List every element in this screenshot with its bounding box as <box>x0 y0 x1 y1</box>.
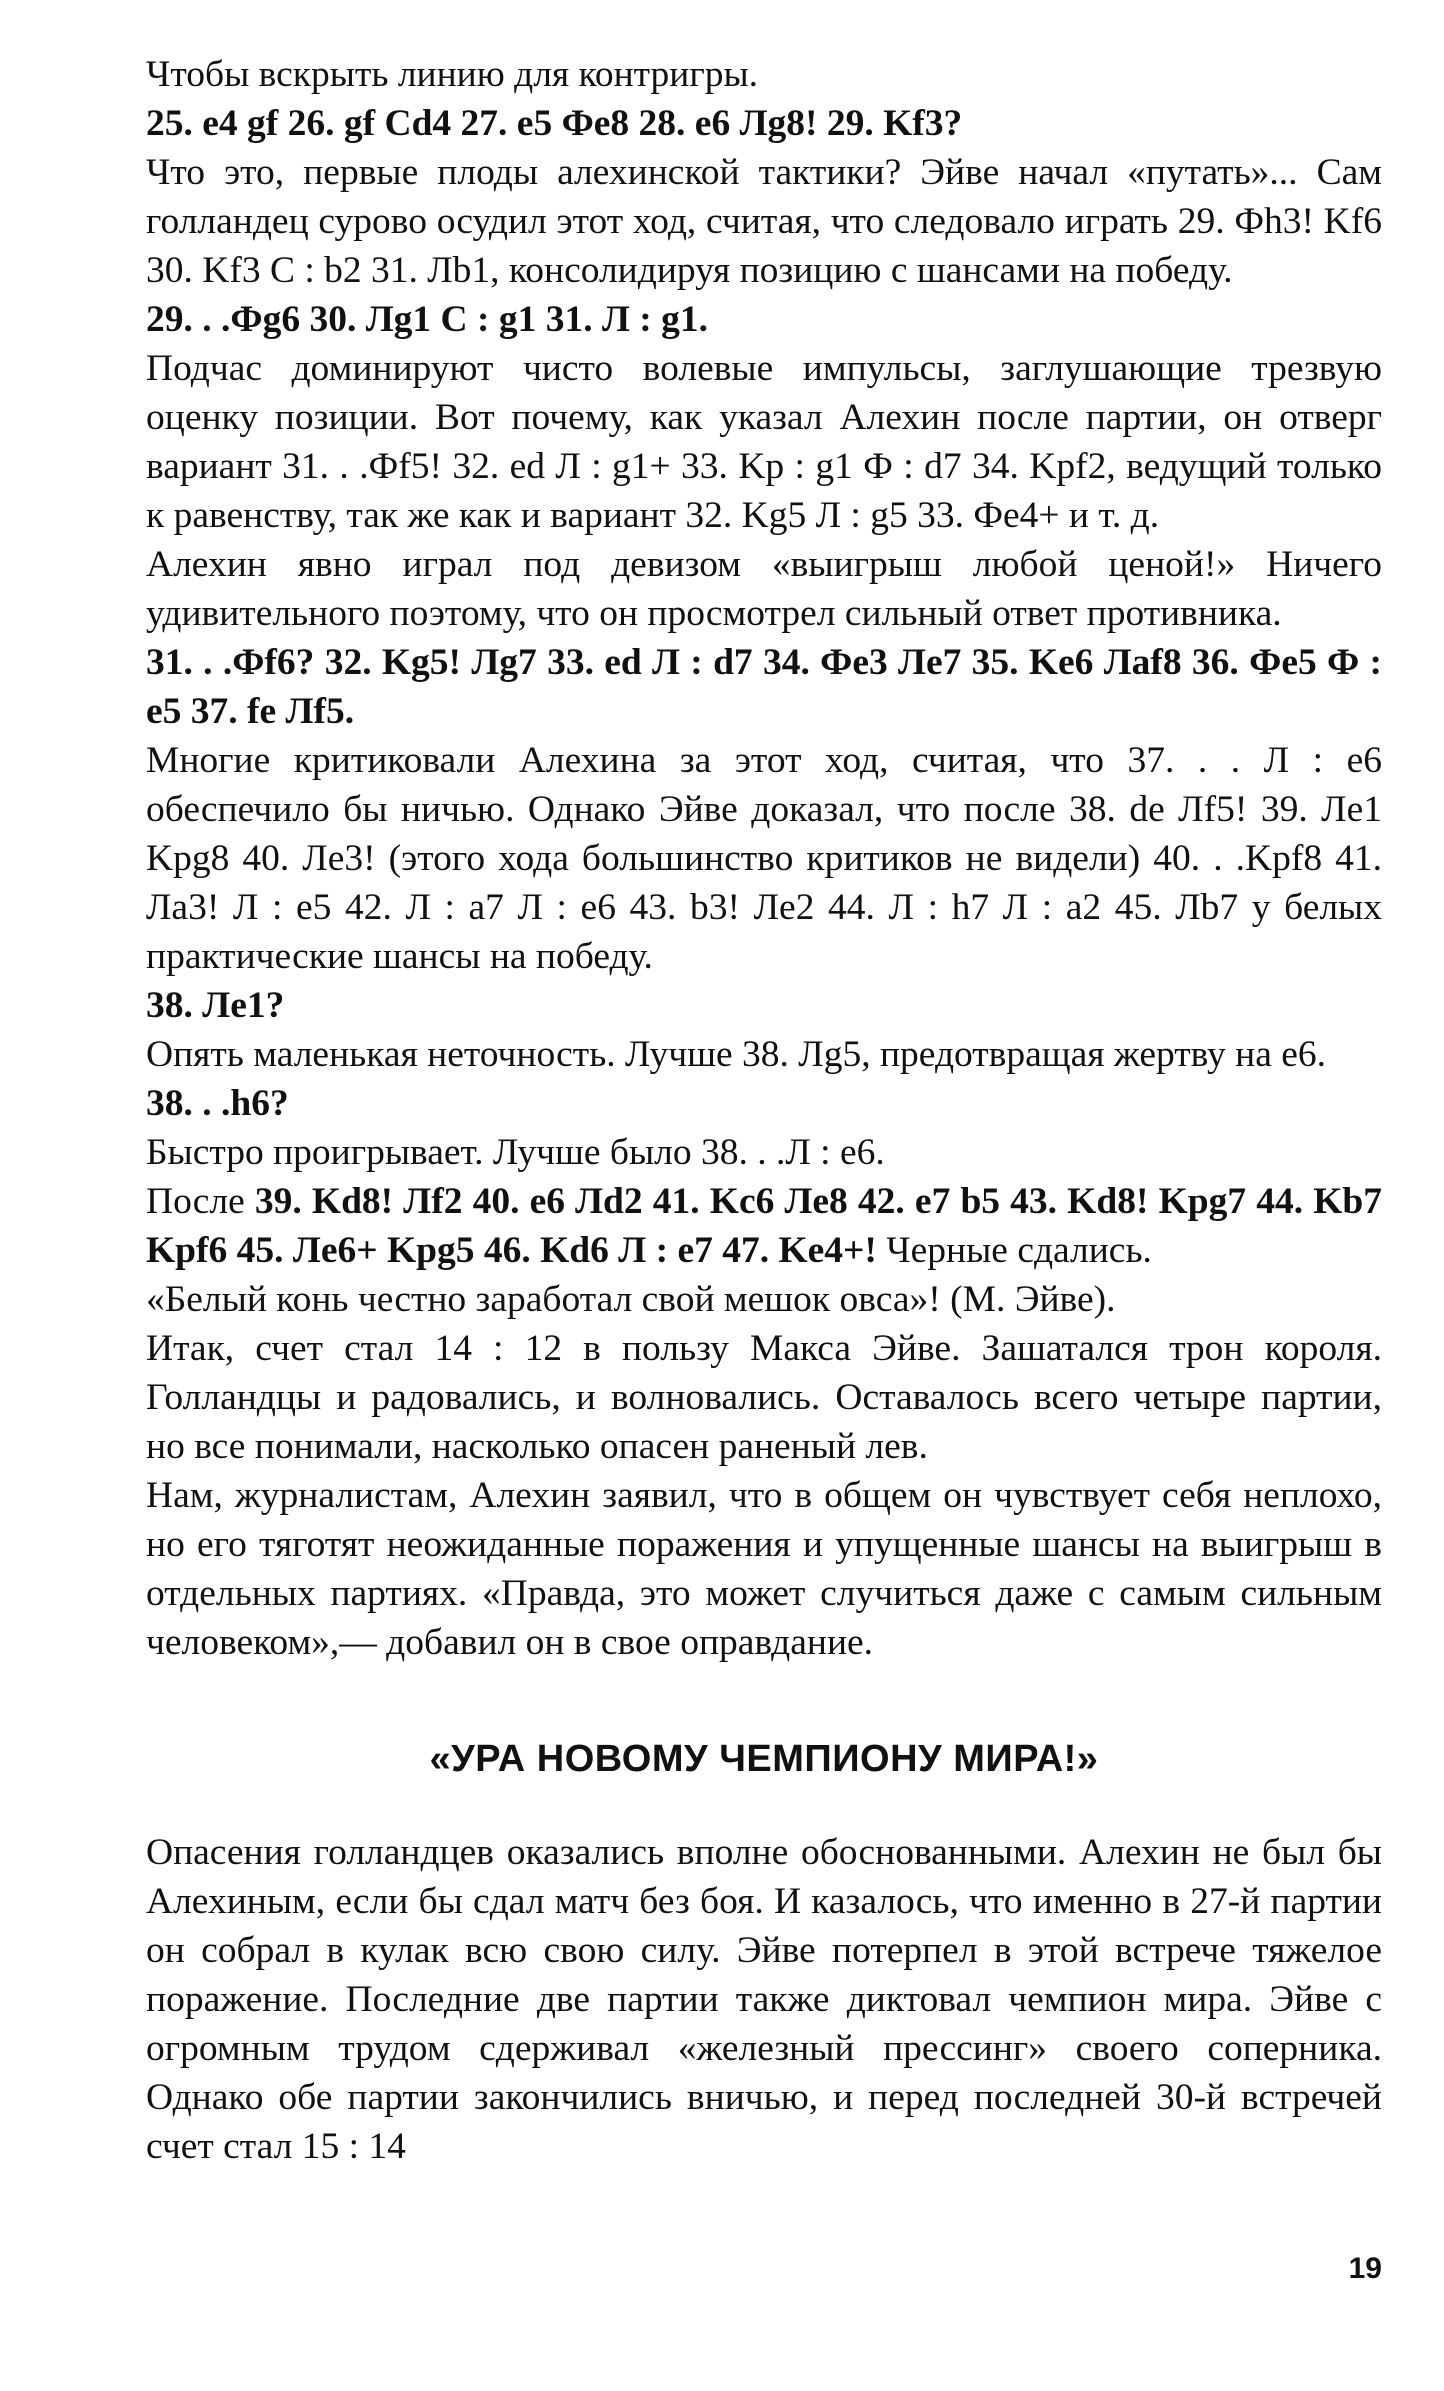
paragraph: Опять маленькая неточность. Лучше 38. Лg5, предотвращая жертву на e6. <box>146 1034 1327 1075</box>
paragraph: «Белый конь честно заработал свой мешок овса»! (М. Эйве). <box>146 1279 1116 1320</box>
page-body <box>146 50 1382 2171</box>
move-line: 25. e4 gf 26. gf Cd4 27. e5 Фe8 28. e6 Лg8! 29. Kf3? <box>146 103 963 144</box>
page-number: 19 <box>1348 2252 1382 2285</box>
move-line: 38. . .h6? <box>146 1083 289 1124</box>
move-line: 31. . .Фf6? 32. Kg5! Лg7 33. ed Л : d7 34. Фe3 Лe7 35. Ke6 Лaf8 36. Фe5 Ф : e5 37. fe Лf5. <box>146 642 1382 732</box>
after-intro: После <box>146 1181 255 1222</box>
paragraph: Быстро проигрывает. Лучше было 38. . .Л : e6. <box>146 1132 885 1173</box>
paragraph: Опасения голландцев оказались вполне обоснованными. Алехин не был бы Алехиным, если бы сдал матч без боя. И казалось, что именно в 27-й партии он собрал в кулак всю свою силу. Эйве потерпел в этой встрече тяжелое поражение. Последние две партии также диктовал чемпион мира. Эйве с огромным трудом сдерживал «железный прессинг» своего соперника. Однако обе партии закончились вничью, и перед последней 30-й встречей счет стал 15 : 14 <box>146 1832 1382 2167</box>
section-heading: «УРА НОВОМУ ЧЕМПИОНУ МИРА!» <box>429 1738 1099 1780</box>
paragraph: Многие критиковали Алехина за этот ход, считая, что 37. . . Л : e6 обеспечило бы ничью. Однако Эйве доказал, что после 38. de Лf5! 39. Лe1 Kpg8 40. Лe3! (этого хода большинство критиков не видели) 40. . .Kpf8 41. Лa3! Л : e5 42. Л : a7 Л : e6 43. b3! Лe2 44. Л : h7 Л : a2 45. Лb7 у белых практические шансы на победу. <box>146 740 1382 977</box>
paragraph: Алехин явно играл под девизом «выигрыш любой ценой!» Ничего удивительного поэтому, что он просмотрел сильный ответ противника. <box>146 544 1382 634</box>
paragraph: Подчас доминируют чисто волевые импульсы, заглушающие трезвую оценку позиции. Вот почему, как указал Алехин после партии, он отверг вариант 31. . .Фf5! 32. ed Л : g1+ 33. Kp : g1 Ф : d7 34. Kpf2, ведущий только к равенству, так же как и вариант 32. Kg5 Л : g5 33. Фe4+ и т. д. <box>146 348 1382 536</box>
paragraph: Что это, первые плоды алехинской тактики? Эйве начал «путать»... Сам голландец сурово осудил этот ход, считая, что следовало играть 29. Фh3! Kf6 30. Kf3 C : b2 31. Лb1, консолидируя позицию с шансами на победу. <box>146 152 1382 291</box>
move-line: 29. . .Фg6 30. Лg1 C : g1 31. Л : g1. <box>146 299 709 340</box>
paragraph: Итак, счет стал 14 : 12 в пользу Макса Эйве. Зашатался трон короля. Голландцы и радовались, и волновались. Оставалось всего четыре партии, но все понимали, насколько опасен раненый лев. <box>146 1328 1382 1467</box>
after-tail: Черные сдались. <box>876 1230 1152 1271</box>
final-moves: 39. Kd8! Лf2 40. e6 Лd2 41. Kc6 Лe8 42. e7 b5 43. Kd8! Kpg7 44. Kb7 Kpf6 45. Лe6+ Kpg5 46. Kd6 Л : e7 47. Ke4+! <box>146 1181 1382 1271</box>
move-line: 38. Лe1? <box>146 985 285 1026</box>
paragraph: Нам, журналистам, Алехин заявил, что в общем он чувствует себя неплохо, но его тяготят неожиданные поражения и упущенные шансы на выигрыш в отдельных партиях. «Правда, это может случиться даже с самым сильным человеком»,— добавил он в свое оправдание. <box>146 1475 1382 1663</box>
paragraph: Чтобы вскрыть линию для контригры. <box>146 54 759 95</box>
paragraph-game-end <box>146 1177 1382 1275</box>
